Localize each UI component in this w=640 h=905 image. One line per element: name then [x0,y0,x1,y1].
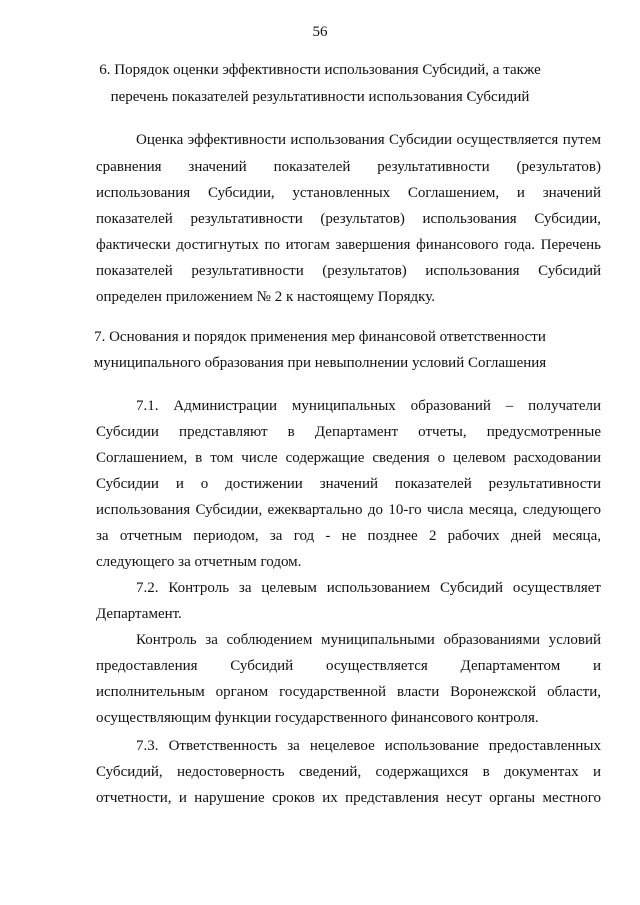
clause-7-1-line: 7.1. Администрации муниципальных образований – получатели [136,398,601,414]
clause-7-1-line: использования Субсидии, ежеквартально до 10-го числа месяца, следующего [96,502,601,518]
section-6-heading-line-2: перечень показателей результативности использования Субсидий [110,89,530,105]
section-6-paragraph-line: сравнения значений показателей результативности (результатов) [96,159,601,175]
page-number: 56 [312,24,328,40]
clause-7-1-line: следующего за отчетным годом. [96,554,302,570]
section-6-heading-line-1: 6. Порядок оценки эффективности использования Субсидий, а также [99,62,541,78]
clause-7-1-line: Субсидии представляют в Департамент отчеты, предусмотренные [96,424,601,440]
clause-7-1-line: Соглашением, в том числе содержащие сведения о целевом расходовании [96,450,601,466]
control-paragraph-line: предоставления Субсидий осуществляется Департаментом и [96,658,601,674]
clause-7-1-line: за отчетным периодом, за год - не позднее 2 рабочих дней месяца, [96,528,601,544]
section-6-paragraph-line: определен приложением № 2 к настоящему Порядку. [96,289,435,305]
section-6-paragraph-line: показателей результативности (результатов) использования Субсидии, [96,211,601,227]
control-paragraph-line: Контроль за соблюдением муниципальными образованиями условий [136,632,601,648]
clause-7-2-line: Департамент. [96,606,182,622]
clause-7-3-line: отчетности, и нарушение сроков их представления несут органы местного [96,790,601,806]
section-7-heading-line-1: 7. Основания и порядок применения мер финансовой ответственности [94,329,546,345]
section-6-paragraph-line: Оценка эффективности использования Субсидии осуществляется путем [136,132,601,148]
control-paragraph-line: исполнительным органом государственной власти Воронежской области, [96,684,601,700]
control-paragraph-line: осуществляющим функции государственного финансового контроля. [96,710,539,726]
section-6-paragraph-line: показателей результативности (результатов) использования Субсидий [96,263,601,279]
section-7-heading-line-2: муниципального образования при невыполнении условий Соглашения [93,355,547,371]
clause-7-3-line: 7.3. Ответственность за нецелевое использование предоставленных [136,738,601,754]
clause-7-1-line: Субсидии и о достижении значений показателей результативности [96,476,601,492]
section-6-paragraph-line: использования Субсидии, установленных Соглашением, и значений [96,185,601,201]
clause-7-2-line: 7.2. Контроль за целевым использованием Субсидий осуществляет [136,580,601,596]
clause-7-3-line: Субсидий, недостоверность сведений, содержащихся в документах и [96,764,601,780]
section-6-paragraph-line: фактически достигнутых по итогам завершения финансового года. Перечень [96,237,601,253]
